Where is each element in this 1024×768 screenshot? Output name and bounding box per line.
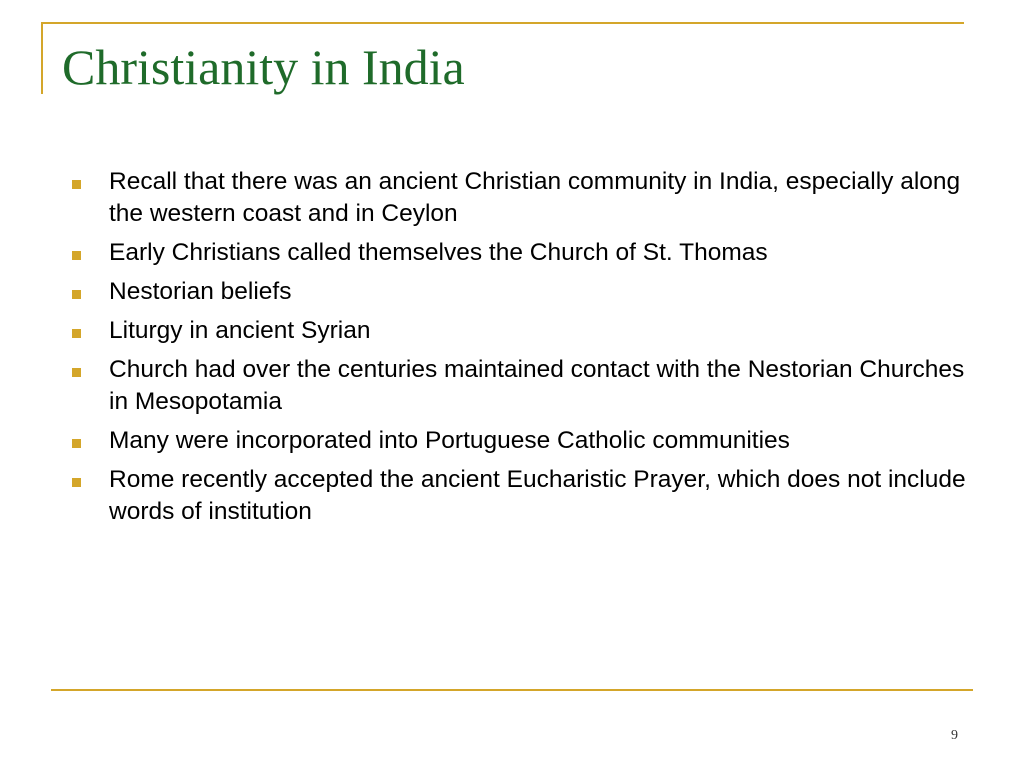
square-bullet-icon (72, 251, 81, 260)
square-bullet-icon (72, 478, 81, 487)
bullet-text: Early Christians called themselves the Church of St. Thomas (109, 239, 768, 266)
page-number: 9 (951, 728, 958, 743)
bullet-text: Liturgy in ancient Syrian (109, 317, 371, 344)
square-bullet-icon (72, 439, 81, 448)
bullet-item (70, 354, 970, 418)
bullet-text: Rome recently accepted the ancient Eucharistic Prayer, which does not include words of institution (109, 466, 966, 525)
bullet-item (70, 166, 970, 230)
slide-title: Christianity in India (62, 39, 465, 95)
bullet-item (70, 464, 970, 528)
bullet-text: Nestorian beliefs (109, 278, 292, 305)
bullet-text: Church had over the centuries maintained contact with the Nestorian Churches in Mesopotamia (109, 356, 965, 415)
square-bullet-icon (72, 180, 81, 189)
bullet-list (70, 166, 970, 535)
bullet-text: Many were incorporated into Portuguese Catholic communities (109, 427, 790, 454)
footer-divider (51, 689, 973, 691)
bullet-item (70, 425, 970, 457)
square-bullet-icon (72, 290, 81, 299)
frame-top-line (41, 22, 964, 24)
bullet-item (70, 276, 970, 308)
square-bullet-icon (72, 368, 81, 377)
square-bullet-icon (72, 329, 81, 338)
frame-left-line (41, 22, 43, 94)
bullet-item (70, 315, 970, 347)
bullet-text: Recall that there was an ancient Christian community in India, especially along the western coast and in Ceylon (109, 168, 961, 227)
bullet-item (70, 237, 970, 269)
